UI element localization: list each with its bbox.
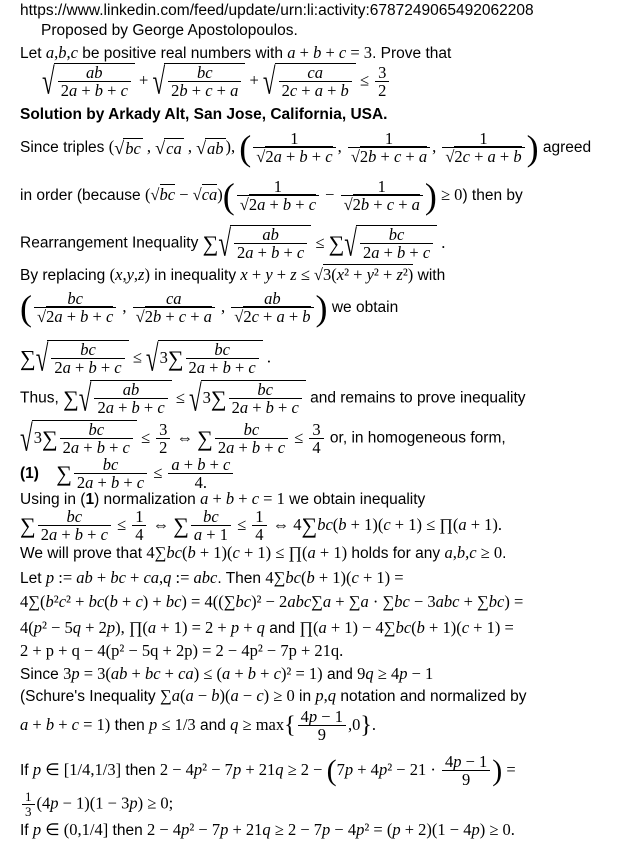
line-rearrangement: Rearrangement Inequality ∑√ $\frac{ab}{2a + b + c}$ ≤ ∑√ $\frac{bc}{2a + b + c}$ . bbox=[20, 222, 446, 264]
line-1: (1) ∑ $\frac{bc}{2a + b + c}$ ≤ $\frac{a + b + c}{4.}$ bbox=[20, 456, 235, 492]
line-expand: 4∑(b²c² + bc(b + c) + bc) = 4((∑bc)² − 2abc∑a + ∑a · ∑bc − 3abc + ∑bc) = bbox=[20, 592, 524, 611]
line-let: Let p := ab + bc + ca,q := abc. Then 4∑bc(b + 1)(c + 1) = bbox=[20, 568, 404, 587]
line-triples: Since triples (√bc , √ca , √ab ), ( $\frac{1}{√2a + b + c}$ , $\frac{1}{√2b + c + a}$ , $\frac{1}{√2c + a + b}$ ) agreed bbox=[20, 127, 592, 168]
line-order: in order (because (√bc − √ca)( $\frac{1}{√2a + b + c}$ − $\frac{1}{√2b + c + a}$ ) ≥ 0) then by bbox=[20, 175, 523, 216]
line-obtain: ( $\frac{bc}{√2a + b + c}$ , $\frac{ca}{√2b + c + a}$ , $\frac{ab}{√2c + a + b}$ ) we obtain bbox=[20, 287, 399, 328]
line-normalization: Using in (1) normalization a + b + c = 1 we obtain inequality bbox=[20, 489, 426, 508]
solution-title: Solution by Arkady Alt, San Jose, California, USA. bbox=[20, 106, 388, 123]
line-schur: (Schure's Inequality ∑a(a − b)(a − c) ≥ 0 in p,q notation and normalized by bbox=[20, 686, 527, 705]
line-result: 2 + p + q − 4(p² − 5q + 2p) = 2 − 4p² − 7p + 21q. bbox=[20, 641, 344, 660]
line-case1-end: $\frac{1}{3}$ (4p − 1)(1 − 3p) ≥ 0; bbox=[20, 790, 173, 819]
line-p: 4(p² − 5q + 2p), ∏(a + 1) = 2 + p + q and ∏(a + 1) − 4∑bc(b + 1)(c + 1) = bbox=[20, 618, 514, 637]
line-case1: If p ∈ [1/4,1/3] then 2 − 4p² − 7p + 21q ≥ 2 − (7p + 4p² − 21 · $\frac{4p - 1}{9}$ ) = bbox=[20, 752, 516, 790]
line-homog: √3∑ $\frac{bc}{2a + b + c}$ ≤ $\frac{3}{2}$ ⇔ ∑ $\frac{bc}{2a + b + c}$ ≤ $\frac{3}{4}$ or, in homogeneous form, bbox=[20, 417, 506, 459]
problem-inequality: √ $\frac{ab}{2a + b + c}$ + √ $\frac{bc}{2b + c + a}$ + √ $\frac{ca}{2c + a + b}$ ≤ $\frac{3}{2}$ bbox=[42, 63, 391, 100]
proposer: Proposed by George Apostolopoulos. bbox=[41, 22, 298, 39]
line-case2: If p ∈ (0,1/4] then 2 − 4p² − 7p + 21q ≥ 2 − 7p − 4p² = (p + 2)(1 − 4p) ≥ 0. bbox=[20, 820, 515, 839]
line-replacing: By replacing (x,y,z) in inequality x + y + z ≤ √3(x² + y² + z²) with bbox=[20, 265, 446, 284]
line-since: Since 3p = 3(ab + bc + ca) ≤ (a + b + c)² = 1) and 9q ≥ 4p − 1 bbox=[20, 664, 434, 683]
line-then: a + b + c = 1) then p ≤ 1/3 and q ≥ max{ $\frac{4p - 1}{9}$ ,0}. bbox=[20, 707, 377, 745]
line-thus: Thus, ∑√ $\frac{ab}{2a + b + c}$ ≤ √3∑ $\frac{bc}{2a + b + c}$ and remains to prove inequality bbox=[20, 377, 526, 419]
line-prove: We will prove that 4∑bc(b + 1)(c + 1) ≤ ∏(a + 1) holds for any a,b,c ≥ 0. bbox=[20, 543, 507, 562]
problem-statement: Let a,b,c be positive real numbers with a + b + c = 3. Prove that bbox=[20, 43, 452, 62]
line-sum: ∑√ $\frac{bc}{2a + b + c}$ ≤ √3∑ $\frac{bc}{2a + b + c}$ . bbox=[20, 337, 271, 379]
source-url: https://www.linkedin.com/feed/update/urn:li:activity:6787249065492062208 bbox=[20, 2, 534, 19]
line-norm-eq: ∑ $\frac{bc}{2a + b + c}$ ≤ $\frac{1}{4}$ ⇔ ∑ $\frac{bc}{a + 1}$ ≤ $\frac{1}{4}$ ⇔ 4∑bc(b + 1)(c + 1) ≤ ∏(a + 1). bbox=[20, 507, 503, 545]
